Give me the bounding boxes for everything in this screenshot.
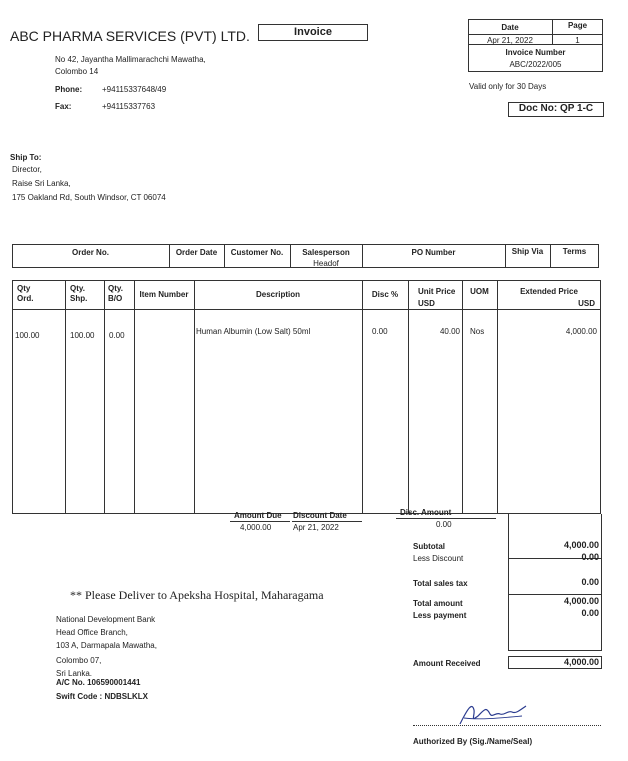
row-unit-price: 40.00 <box>439 327 460 336</box>
signature-line <box>413 725 601 726</box>
validity-note: Valid only for 30 Days <box>469 82 547 91</box>
row-disc: 0.00 <box>372 327 388 336</box>
ship-to-line3: 175 Oakland Rd, South Windsor, CT 06074 <box>12 193 166 202</box>
ship-to-line1: Director, <box>12 165 42 174</box>
col-item-number: Item Number <box>139 290 189 299</box>
amount-received-value: 4,000.00 <box>563 657 599 667</box>
less-payment-value: 0.00 <box>581 608 599 618</box>
discount-date-label: Discount Date <box>293 511 347 520</box>
col-ship-via: Ship Via <box>511 247 544 256</box>
amount-due-label: Amount Due <box>234 511 282 520</box>
phone-value: +94115337648/49 <box>102 85 167 94</box>
bank-swift: Swift Code : NDBSLKLX <box>56 692 148 701</box>
col-po-number: PO Number <box>411 248 456 257</box>
col-salesperson: Salesperson <box>302 248 350 257</box>
col-disc: Disc % <box>371 290 399 299</box>
doc-title: Invoice <box>294 26 332 38</box>
total-amount-value: 4,000.00 <box>563 596 599 606</box>
col-order-date: Order Date <box>175 248 218 257</box>
row-extended-price: 4,000.00 <box>565 327 597 336</box>
less-discount-value: 0.00 <box>581 552 599 562</box>
bank-line3: 103 A, Darmapala Mawatha, <box>56 641 157 650</box>
delivery-note: ** Please Deliver to Apeksha Hospital, Maharagama <box>70 588 324 602</box>
ship-to-line2: Raise Sri Lanka, <box>12 179 71 188</box>
row-description: Human Albumin (Low Salt) 50ml <box>196 327 311 336</box>
less-payment-label: Less payment <box>413 611 467 620</box>
col-customer-no: Customer No. <box>230 248 284 257</box>
bank-line1: National Development Bank <box>56 615 156 624</box>
col-extended-price-cur: USD <box>578 299 595 308</box>
col-uom: UOM <box>470 287 489 296</box>
col-extended-price: Extended Price <box>520 287 578 296</box>
invoice-number-value: ABC/2022/005 <box>509 60 562 69</box>
fax-value: +94115337763 <box>102 102 156 111</box>
company-address-line1: No 42, Jayantha Mallimarachchi Mawatha, <box>55 55 206 64</box>
authorized-label: Authorized By (Sig./Name/Seal) <box>413 737 533 746</box>
col-terms: Terms <box>562 247 587 256</box>
col-qty-bo: Qty. B/O <box>108 284 123 303</box>
less-discount-label: Less Discount <box>413 554 464 563</box>
page-value: 1 <box>575 36 580 45</box>
salesperson-value: Headof <box>313 259 339 268</box>
row-uom: Nos <box>470 327 485 336</box>
row-qty-bo: 0.00 <box>109 331 125 340</box>
total-sales-tax-value: 0.00 <box>581 577 599 587</box>
invoice-number-label: Invoice Number <box>505 48 566 57</box>
amount-received-label: Amount Received <box>413 659 481 668</box>
col-unit-price-cur: USD <box>418 299 435 308</box>
page-label: Page <box>567 21 588 30</box>
subtotal-label: Subtotal <box>413 542 445 551</box>
bank-line5: Sri Lanka. <box>56 669 93 678</box>
col-qty-shp: Qty. Shp. <box>70 284 88 303</box>
col-qty-ord: Qty Ord. <box>17 284 34 303</box>
bank-line2: Head Office Branch, <box>56 628 128 637</box>
ship-to-label: Ship To: <box>10 153 42 162</box>
items-table <box>12 280 601 514</box>
phone-label: Phone: <box>55 85 83 94</box>
total-amount-label: Total amount <box>413 599 463 608</box>
date-value: Apr 21, 2022 <box>487 36 533 45</box>
company-name: ABC PHARMA SERVICES (PVT) LTD. <box>10 28 250 44</box>
col-unit-price: Unit Price <box>418 287 456 296</box>
subtotal-value: 4,000.00 <box>563 540 599 550</box>
row-qty-ord: 100.00 <box>15 331 40 340</box>
company-address-line2: Colombo 14 <box>55 67 99 76</box>
total-sales-tax-label: Total sales tax <box>413 579 468 588</box>
disc-amount-value: 0.00 <box>436 520 452 529</box>
signature-image <box>450 698 530 728</box>
col-order-no: Order No. <box>72 248 109 257</box>
bank-account: A/C No. 106590001441 <box>56 678 141 687</box>
row-qty-shp: 100.00 <box>70 331 95 340</box>
disc-amount-label: Disc. Amount <box>400 508 452 517</box>
col-description: Description <box>255 290 300 299</box>
amount-due-value: 4,000.00 <box>240 523 272 532</box>
date-label: Date <box>501 23 519 32</box>
fax-label: Fax: <box>55 102 72 111</box>
bank-line4: Colombo 07, <box>56 656 102 665</box>
discount-date-value: Apr 21, 2022 <box>293 523 339 532</box>
doc-no: Doc No: QP 1-C <box>518 103 594 114</box>
